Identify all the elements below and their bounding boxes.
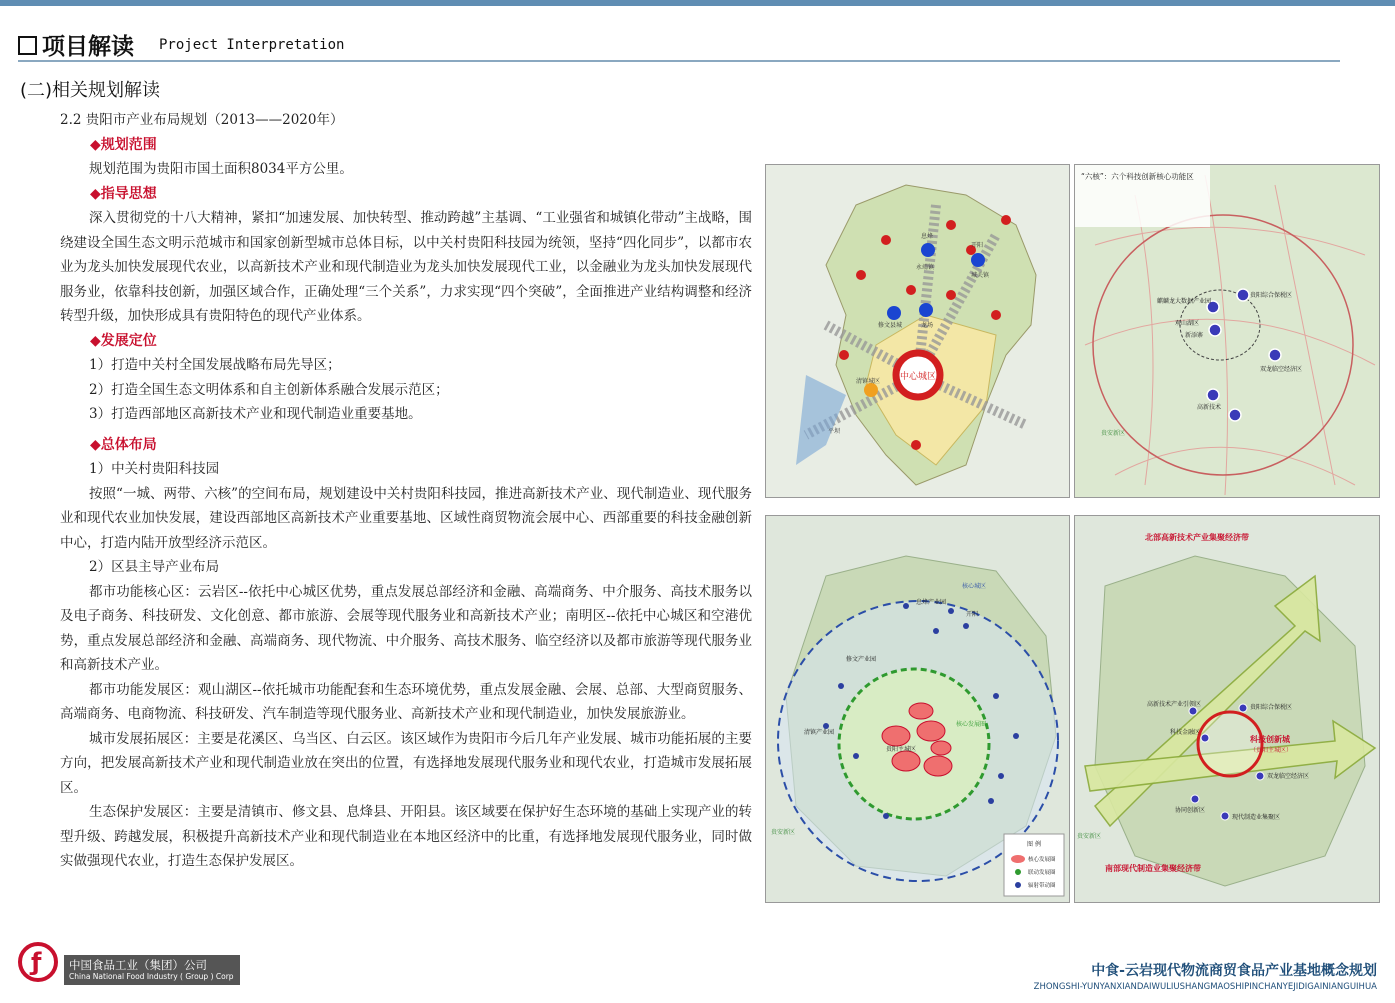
position-title: ◆发展定位	[90, 332, 157, 349]
map2-label: 新添寨	[1185, 332, 1204, 339]
document-body	[60, 108, 752, 874]
position-item: 1）打造中关村全国发展战略布局先导区；	[89, 357, 341, 373]
map4-top-belt-label: 北部高新技术产业集聚经济带	[1145, 533, 1249, 542]
map-development-circles	[765, 515, 1070, 903]
map2-label: 麒麟龙大数据产业园	[1157, 298, 1212, 305]
map1-center-label: 中心城区	[899, 372, 937, 382]
layout-paragraph-4: 城市发展拓展区：主要是花溪区、乌当区、白云区。该区域作为贵阳市今后几年产业发展、城市功能拓展的主要方向，把发展高新技术产业和现代制造业放在突出的位置，有选择地发展现代服务业和现代农业，打造城市发展拓展区。	[60, 730, 752, 796]
map3-legend-item: 辐射带动圈	[1028, 883, 1056, 889]
project-title-en: ZHONGSHI-YUNYANXIANDAIWULIUSHANGMAOSHIPINCHANYEJIDIGAINIANGUIHUA	[1033, 982, 1377, 992]
map3-legend-item: 联动发展圈	[1028, 870, 1056, 876]
layout-title: ◆总体布局	[90, 436, 157, 453]
layout-paragraph-2: 都市功能核心区：云岩区--依托中心城区优势，重点发展总部经济和金融、高端商务、中介服务、高技术服务以及电子商务、科技研发、文化创意、都市旅游、会展等现代服务业和高新技术产业；南明区--依托中心城区和空港优势，重点发展总部经济和金融、高端商务、现代物流、中介服务、高技术服务、临空经济以及都市旅游等现代服务业和高新技术产业。	[60, 583, 752, 673]
layout-paragraph-1: 按照“一城、两带、六核”的空间布局，规划建设中关村贵阳科技园，推进高新技术产业、现代制造业、现代服务业和现代农业加快发展，建设西部地区高新技术产业重要基地、区域性商贸物流会展中心、西部重要的科技金融创新中心，打造内陆开放型经济示范区。	[60, 485, 752, 551]
page-title-text: 项目解读	[42, 34, 134, 60]
checkbox-square-icon	[18, 36, 37, 55]
map4-center-label: 科技创新城	[1250, 735, 1290, 744]
page-subtitle: Project Interpretation	[159, 37, 345, 53]
map3-label: 息烽产业园	[916, 599, 947, 606]
layout-subheading-2: 2）区县主导产业布局	[89, 559, 220, 575]
map1-label: 永靖镇	[916, 264, 935, 271]
map4-center-sub: （贵阳主城区）	[1250, 747, 1293, 754]
map3-label: 修文产业园	[846, 656, 877, 663]
map1-label: 息烽	[921, 233, 934, 240]
map4-label: 协同创新区	[1175, 807, 1206, 814]
map2-caption: “六核”：六个科技创新核心功能区	[1081, 172, 1194, 181]
map4-label: 高新技术产业引领区	[1147, 701, 1202, 708]
map2-label: 贵阳综合保税区	[1250, 292, 1293, 299]
map3-legend-item: 核心发展圈	[1028, 857, 1056, 863]
guide-paragraph: 深入贯彻党的十八大精神，紧扣“加速发展、加快转型、推动跨越”主基调、“工业强省和城镇化带动”主战略，围绕建设全国生态文明示范城市和国家创新型城市总体目标，以中关村贵阳科技园为统领，坚持“四化同步”，以都市农业为龙头加快发展现代农业，以高新技术产业和现代制造业为龙头加快发展现代工业，以金融业为龙头加快发展现代服务业，依靠科技创新，加强区域合作，正确处理“三个关系”，力求实现“四个突破”，全面推进产业结构调整和经济转型升级，加快形成具有贵阳特色的现代产业体系。	[60, 210, 752, 324]
map2-label: 高新技术	[1197, 404, 1222, 411]
map1-label: 城关镇	[971, 272, 990, 279]
company-logo	[18, 942, 234, 986]
subsection-heading: 2.2 贵阳市产业布局规划（2013——2020年）	[60, 112, 344, 128]
map-economic-belts	[1074, 515, 1380, 903]
page-header	[18, 28, 1340, 62]
map4-label: 双龙临空经济区	[1267, 773, 1310, 780]
map1-label: 平坝	[828, 428, 841, 435]
map4-label: 现代制造业集聚区	[1232, 814, 1281, 821]
map3-label: 贵安新区	[771, 829, 796, 836]
map4-label: 贵阳综合保税区	[1250, 704, 1293, 711]
map3-label: 核心发展圈	[956, 721, 987, 728]
map4-label: 科技金融区	[1170, 729, 1201, 736]
layout-paragraph-5: 生态保护发展区：主要是清镇市、修文县、息烽县、开阳县。该区域要在保护好生态环境的基础上实现产业的转型升级、跨越发展，积极提升高新技术产业和现代制造业在本地区经济中的比重，有选择地发展现代服务业，同时做实做强现代农业，打造生态保护发展区。	[60, 804, 752, 869]
position-item: 2）打造全国生态文明体系和自主创新体系融合发展示范区；	[89, 381, 449, 398]
map-spatial-structure	[765, 164, 1070, 498]
guide-title: ◆指导思想	[90, 185, 157, 202]
map4-bottom-belt-label: 南部现代制造业集聚经济带	[1105, 864, 1201, 873]
scope-text: 规划范围为贵阳市国土面积8034平方公里。	[89, 161, 353, 177]
map3-label: 核心城区	[962, 583, 987, 590]
scope-title: ◆规划范围	[90, 136, 157, 153]
top-accent-bar	[0, 0, 1395, 6]
map3-label: 清镇产业园	[804, 729, 835, 736]
map3-label: 开阳	[966, 611, 979, 618]
map2-label: 观山湖区	[1175, 320, 1200, 327]
layout-paragraph-3: 都市功能发展区：观山湖区--依托城市功能配套和生态环境优势，重点发展金融、会展、总部、大型商贸服务、高端商务、电商物流、科技研发、汽车制造等现代服务业、高新技术产业和现代制造业，加快发展旅游业。	[60, 681, 752, 722]
page-title	[18, 28, 134, 61]
map1-label: 修文县城	[878, 322, 903, 329]
map-six-cores	[1074, 164, 1380, 498]
company-name-en: China National Food Industry ( Group ) Corp	[69, 972, 234, 981]
map4-label: 贵安新区	[1077, 833, 1102, 840]
map3-label: 贵阳主城区	[886, 746, 917, 753]
project-footer	[1034, 960, 1377, 992]
map1-label: 开阳	[971, 242, 984, 249]
map2-label: 双龙临空经济区	[1260, 366, 1303, 373]
map3-legend-title: 图 例	[1027, 841, 1041, 848]
layout-subheading-1: 1）中关村贵阳科技园	[89, 461, 220, 477]
logo-icon: ƒ	[18, 942, 58, 982]
project-title-cn: 中食-云岩现代物流商贸食品产业基地概念规划	[1091, 963, 1377, 979]
map1-label: 清镇城区	[856, 378, 881, 385]
company-name-cn: 中国食品工业（集团）公司	[69, 958, 207, 972]
map1-label: 龙场	[921, 322, 934, 329]
map2-label: 贵安新区	[1101, 430, 1126, 437]
section-title: (二)相关规划解读	[20, 80, 161, 101]
company-name-badge	[64, 955, 240, 985]
position-item: 3）打造西部地区高新技术产业和现代制造业重要基地。	[89, 406, 422, 422]
